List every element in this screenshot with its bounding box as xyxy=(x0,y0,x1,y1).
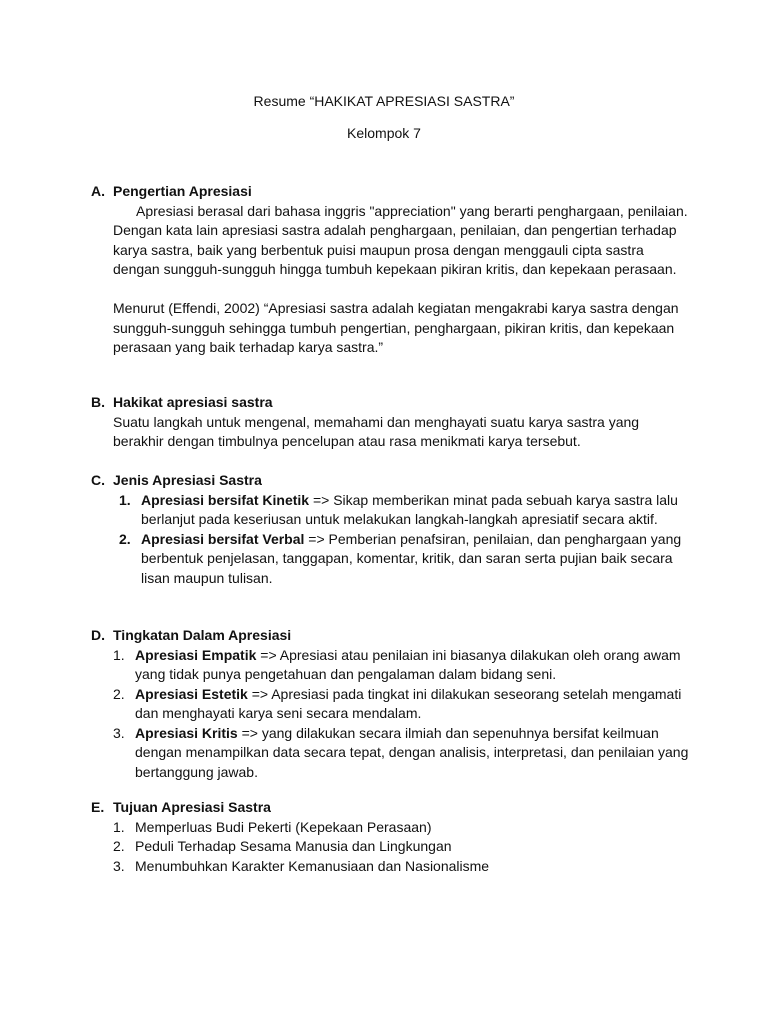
section-a-paragraph-1: Apresiasi berasal dari bahasa inggris "appreciation" yang berarti penghargaan, penilaian. Dengan kata lain apresiasi sastra adalah penghargaan, penilaian, dan pengertian terhadap karya sastra, baik yang berbentuk puisi maupun prosa dengan menggauli cipta sastra dengan sungguh-sungguh hingga tumbuh kepekaan pikiran kritis, dan kepekaan perasaan. xyxy=(113,202,688,277)
section-a-heading xyxy=(91,182,691,202)
list-item-text: => Apresiasi pada tingkat ini dilakukan seseorang setelah mengamati dan menghayati karya seni secara mendalam. xyxy=(135,685,682,721)
list-item-term: Apresiasi Kritis xyxy=(135,724,238,741)
section-c-title: Jenis Apresiasi Sastra xyxy=(113,472,262,488)
list-item xyxy=(113,646,691,685)
list-item-term: Apresiasi bersifat Verbal xyxy=(141,530,305,547)
list-item-text: => Pemberian penafsiran, penilaian, dan penghargaan yang berbentuk penjelasan, tanggapan, komentar, kritik, dan saran serta pujian baik secara lisan maupun tulisan. xyxy=(141,530,682,586)
list-item xyxy=(113,857,691,877)
list-item-text: => Apresiasi atau penilaian ini biasanya dilakukan oleh orang awam yang tidak punya pengetahuan dan pengalaman dalam bidang seni. xyxy=(135,646,681,682)
list-item-number: 3. xyxy=(113,724,125,741)
list-item-term: Apresiasi bersifat Kinetik xyxy=(141,491,310,508)
section-d-list xyxy=(113,646,691,783)
list-item-text: Peduli Terhadap Sesama Manusia dan Lingkungan xyxy=(135,838,452,854)
list-item-term: Apresiasi Empatik xyxy=(135,646,257,663)
section-e xyxy=(91,798,691,876)
section-e-letter: E. xyxy=(91,799,105,815)
document-subtitle: Kelompok 7 xyxy=(347,125,421,141)
list-item xyxy=(113,818,691,838)
list-item xyxy=(119,491,691,530)
list-item-number: 3. xyxy=(113,857,125,874)
section-d xyxy=(91,626,691,782)
list-item-number: 1. xyxy=(119,491,131,508)
section-d-title: Tingkatan Dalam Apresiasi xyxy=(113,627,292,643)
section-a-letter: A. xyxy=(91,183,105,199)
list-item-number: 1. xyxy=(113,818,125,835)
section-a-paragraph-2: Menurut (Effendi, 2002) “Apresiasi sastra adalah kegiatan mengakrabi karya sastra dengan sungguh-sungguh sehingga tumbuh pengertian, penghargaan, pikiran kritis, dan kepekaan perasaan yang baik terhadap karya sastra.” xyxy=(113,300,679,355)
section-d-heading xyxy=(91,626,691,646)
section-d-letter: D. xyxy=(91,627,105,643)
list-item-text: Menumbuhkan Karakter Kemanusiaan dan Nasionalisme xyxy=(135,857,490,874)
section-a xyxy=(91,182,691,358)
list-item-number: 2. xyxy=(113,685,125,702)
section-c-list xyxy=(119,491,691,589)
section-c-letter: C. xyxy=(91,472,105,488)
list-item-text: Memperluas Budi Pekerti (Kepekaan Perasaan) xyxy=(135,818,432,835)
list-item xyxy=(113,837,691,857)
list-item xyxy=(113,724,691,783)
section-b-letter: B. xyxy=(91,394,105,410)
list-item xyxy=(119,530,691,589)
section-e-title: Tujuan Apresiasi Sastra xyxy=(113,799,271,815)
list-item-term: Apresiasi Estetik xyxy=(135,685,248,702)
section-a-title: Pengertian Apresiasi xyxy=(113,183,252,199)
section-b-heading xyxy=(91,393,691,413)
list-item-number: 2. xyxy=(119,530,131,547)
section-e-list xyxy=(113,818,691,877)
list-item xyxy=(113,685,691,724)
section-c-heading xyxy=(91,471,691,491)
section-c xyxy=(91,471,691,588)
document-title: Resume “HAKIKAT APRESIASI SASTRA” xyxy=(253,93,515,109)
section-b-paragraph: Suatu langkah untuk mengenal, memahami dan menghayati suatu karya sastra yang berakhir dengan timbulnya pencelupan atau rasa menikmati karya tersebut. xyxy=(113,413,640,449)
list-item-text: => yang dilakukan secara ilmiah dan sepenuhnya bersifat keilmuan dengan menampilkan data secara tepat, dengan analisis, interpretasi, dan penilaian yang bertanggung jawab. xyxy=(135,724,689,780)
list-item-number: 1. xyxy=(113,646,125,663)
section-e-heading xyxy=(91,798,691,818)
section-b-title: Hakikat apresiasi sastra xyxy=(113,394,273,410)
section-b xyxy=(91,393,691,452)
list-item-text: => Sikap memberikan minat pada sebuah karya sastra lalu berlanjut pada keseriusan untuk melakukan langkah-langkah apresiatif secara aktif. xyxy=(141,491,678,527)
list-item-number: 2. xyxy=(113,838,125,854)
